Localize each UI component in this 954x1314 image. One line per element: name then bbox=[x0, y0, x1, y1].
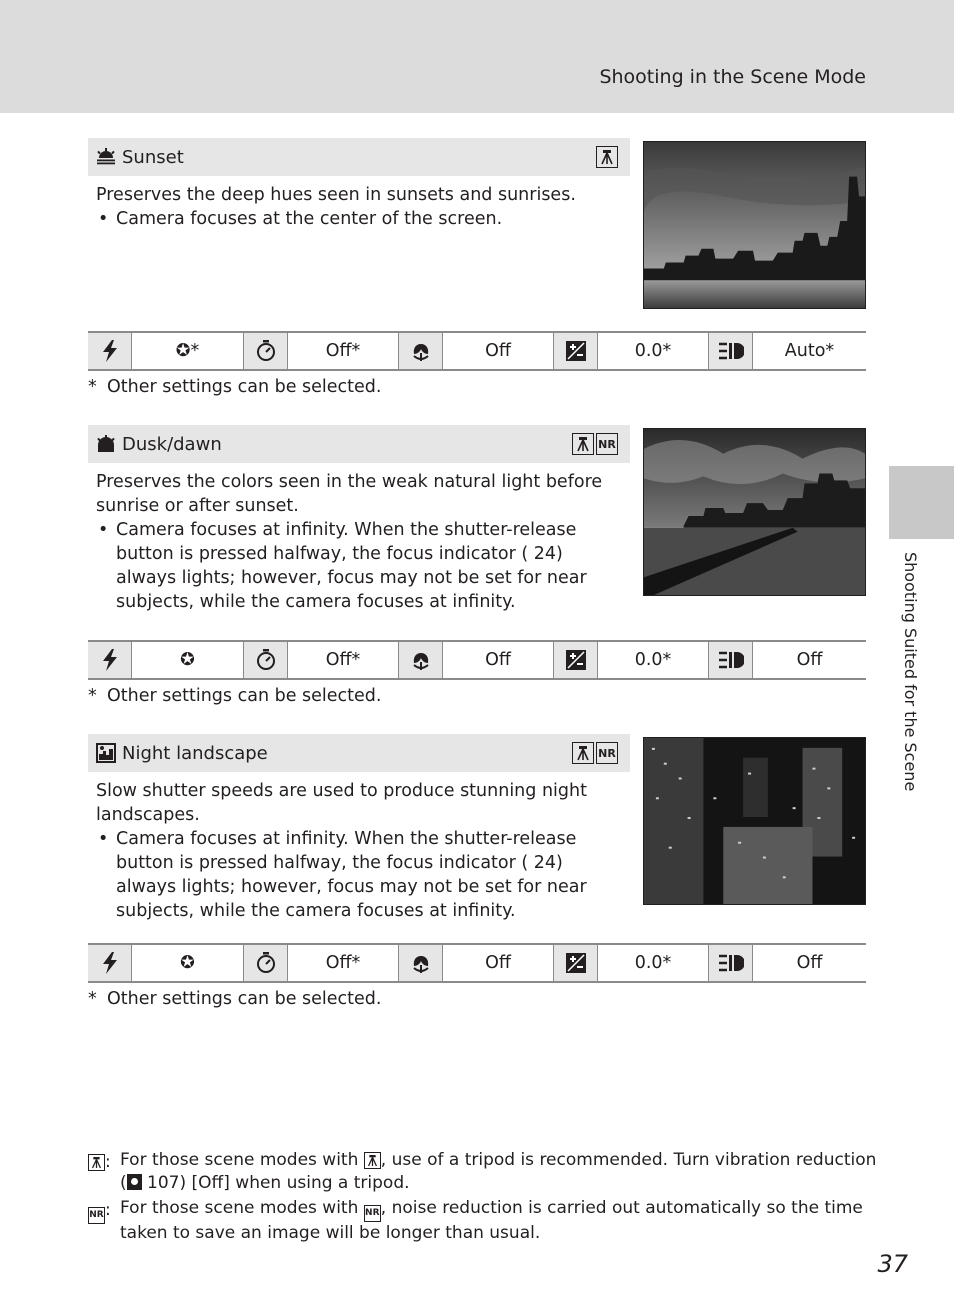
legend-tripod-text-b: , use of a tripod is recommended. Turn vibration reduction bbox=[380, 1150, 877, 1170]
scene-header bbox=[88, 138, 630, 176]
macro-value: Off bbox=[443, 945, 554, 981]
flash-mode-icon bbox=[88, 333, 132, 369]
footnote-text: Other settings can be selected. bbox=[107, 989, 382, 1009]
scene-bullets bbox=[96, 827, 621, 923]
legend-colon: : bbox=[105, 1152, 111, 1172]
self-timer-icon bbox=[244, 333, 288, 369]
legend-paren: ( bbox=[120, 1173, 127, 1193]
footnote bbox=[88, 989, 381, 1009]
exposure-value: 0.0* bbox=[598, 642, 709, 678]
exposure-value: 0.0* bbox=[598, 333, 709, 369]
legend-tripod bbox=[88, 1149, 878, 1195]
flash-value: ✪ bbox=[132, 945, 244, 981]
tripod-legend-icon bbox=[88, 1151, 111, 1174]
exposure-compensation-icon bbox=[554, 333, 598, 369]
scene-intro: Slow shutter speeds are used to produce stunning night landscapes. bbox=[96, 781, 587, 825]
macro-icon bbox=[399, 945, 443, 981]
settings-table bbox=[88, 640, 866, 680]
footnote-text: Other settings can be selected. bbox=[107, 686, 382, 706]
scene-flags bbox=[572, 433, 618, 455]
scene-description bbox=[96, 779, 621, 923]
legend-nr-text-b: , noise reduction is carried out automatically so the time taken to save an image will be longer than usual. bbox=[120, 1198, 863, 1243]
scene-section-night-landscape bbox=[88, 734, 866, 1019]
bullet-item: • Camera focuses at infinity. When the shutter-release button is pressed halfway, the focus indicator ( 24) always lights; however, focus may not be set for near subjects, while the camera focuses at infinity. bbox=[96, 518, 621, 614]
side-tab bbox=[889, 466, 954, 539]
scene-intro: Preserves the deep hues seen in sunsets and sunrises. bbox=[96, 185, 576, 205]
scene-name: Night landscape bbox=[122, 742, 268, 764]
exposure-compensation-icon bbox=[554, 945, 598, 981]
footnote-star: * bbox=[88, 989, 97, 1009]
exposure-compensation-icon bbox=[554, 642, 598, 678]
noise-reduction-icon: NR bbox=[364, 1205, 381, 1222]
dusk-dawn-photo bbox=[643, 428, 866, 596]
footnote-star: * bbox=[88, 377, 97, 397]
settings-table bbox=[88, 331, 866, 371]
macro-value: Off bbox=[443, 642, 554, 678]
sunset-icon bbox=[96, 147, 116, 167]
settings-table bbox=[88, 943, 866, 983]
scene-bullets bbox=[96, 518, 621, 614]
scene-flags bbox=[596, 146, 618, 168]
macro-icon bbox=[399, 642, 443, 678]
side-tab-label: Shooting Suited for the Scene bbox=[901, 552, 920, 792]
footnote-text: Other settings can be selected. bbox=[107, 377, 382, 397]
legend-noise-reduction bbox=[88, 1197, 878, 1245]
legend-tripod-text-c: 107) [Off] when using a tripod. bbox=[147, 1173, 410, 1193]
scene-name: Sunset bbox=[122, 146, 184, 168]
nr-legend-icon: NR: bbox=[88, 1199, 111, 1224]
flash-mode-icon bbox=[88, 945, 132, 981]
vr-value: Auto* bbox=[784, 341, 835, 361]
scene-section-dusk-dawn bbox=[88, 425, 866, 710]
self-timer-value: Off* bbox=[288, 642, 399, 678]
scene-description bbox=[96, 183, 621, 231]
footnote-star: * bbox=[88, 686, 97, 706]
tripod-icon bbox=[596, 146, 618, 168]
flash-mode-icon bbox=[88, 642, 132, 678]
page-title: Shooting in the Scene Mode bbox=[599, 66, 866, 88]
legend bbox=[88, 1149, 878, 1245]
legend-nr-text-a: For those scene modes with bbox=[120, 1198, 359, 1218]
self-timer-icon bbox=[244, 945, 288, 981]
night-landscape-icon bbox=[96, 743, 116, 763]
sunset-photo bbox=[643, 141, 866, 309]
page-reference-icon bbox=[127, 1174, 142, 1190]
night-landscape-photo bbox=[643, 737, 866, 905]
tripod-icon bbox=[364, 1152, 381, 1169]
noise-reduction-icon: NR bbox=[596, 742, 618, 764]
self-timer-icon bbox=[244, 642, 288, 678]
footnote bbox=[88, 686, 381, 706]
bullet-item: • Camera focuses at the center of the screen. bbox=[96, 207, 621, 231]
macro-value: Off bbox=[443, 333, 554, 369]
macro-icon bbox=[399, 333, 443, 369]
scene-name: Dusk/dawn bbox=[122, 433, 222, 455]
scene-header bbox=[88, 734, 630, 772]
scene-intro: Preserves the colors seen in the weak natural light before sunrise or after sunset. bbox=[96, 472, 603, 516]
vibration-reduction-icon bbox=[709, 333, 753, 369]
scene-header bbox=[88, 425, 630, 463]
vr-value: Off bbox=[796, 953, 823, 973]
tripod-icon bbox=[572, 742, 594, 764]
noise-reduction-icon: NR bbox=[596, 433, 618, 455]
self-timer-value: Off* bbox=[288, 333, 399, 369]
bullet-item: • Camera focuses at infinity. When the shutter-release button is pressed halfway, the focus indicator ( 24) always lights; however, focus may not be set for near subjects, while the camera focuses at infinity. bbox=[96, 827, 621, 923]
flash-value: ✪ bbox=[132, 642, 244, 678]
exposure-value: 0.0* bbox=[598, 945, 709, 981]
scene-description bbox=[96, 470, 621, 614]
page-header bbox=[0, 0, 954, 113]
vibration-reduction-icon bbox=[709, 642, 753, 678]
flash-value: ✪* bbox=[132, 333, 244, 369]
vibration-reduction-icon bbox=[709, 945, 753, 981]
tripod-icon bbox=[572, 433, 594, 455]
scene-bullets bbox=[96, 207, 621, 231]
scene-section-sunset bbox=[88, 138, 866, 413]
vr-value: Off bbox=[796, 650, 823, 670]
footnote bbox=[88, 377, 381, 397]
self-timer-value: Off* bbox=[288, 945, 399, 981]
dusk-dawn-icon bbox=[96, 434, 116, 454]
legend-tripod-text-a: For those scene modes with bbox=[120, 1150, 359, 1170]
scene-flags bbox=[572, 742, 618, 764]
page-number: 37 bbox=[877, 1250, 908, 1278]
legend-colon: : bbox=[105, 1200, 111, 1220]
